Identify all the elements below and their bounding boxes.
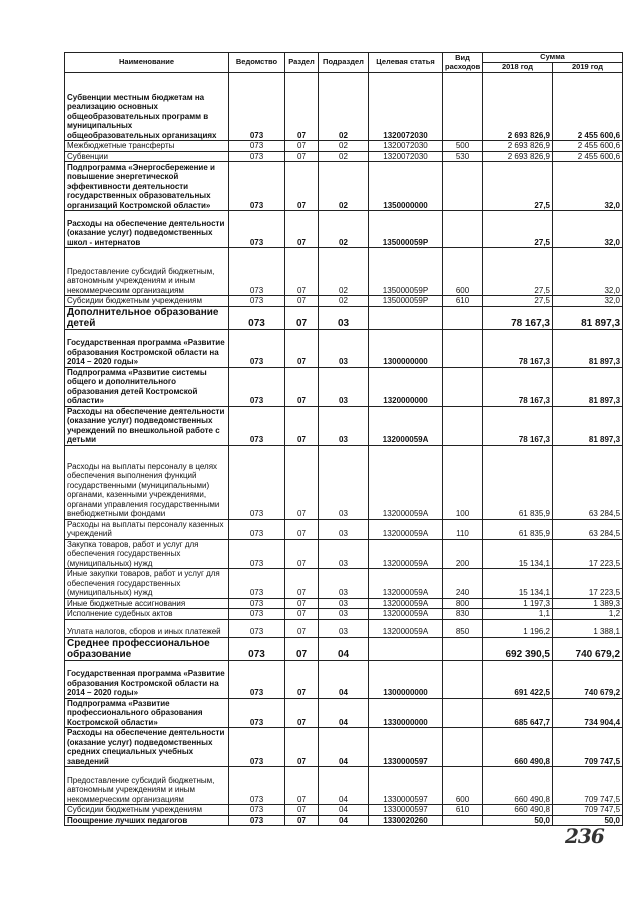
row-name: Межбюджетные трансферты	[65, 141, 229, 152]
row-razdel: 07	[285, 162, 319, 211]
row-podrazdel: 02	[319, 162, 369, 211]
row-sum-2019: 81 897,3	[553, 367, 623, 406]
row-razdel: 07	[285, 151, 319, 162]
header-podrazdel: Подраздел	[319, 53, 369, 73]
table-row	[65, 698, 623, 728]
row-vedomstvo: 073	[229, 296, 285, 307]
table-row	[65, 162, 623, 211]
row-sum-2018: 660 490,8	[483, 767, 553, 805]
row-name: Государственная программа «Развитие образования Костромской области на 2014 – 2020 годы»	[65, 660, 229, 698]
row-podrazdel: 04	[319, 728, 369, 767]
table-row	[65, 598, 623, 609]
row-vid: 610	[443, 805, 483, 816]
row-podrazdel: 04	[319, 767, 369, 805]
row-podrazdel: 03	[319, 519, 369, 539]
row-vid	[443, 815, 483, 826]
row-vid	[443, 306, 483, 329]
row-name: Расходы на обеспечение деятельности (оказание услуг) подведомственных учреждений по внешкольной работе с детьми	[65, 406, 229, 445]
row-target-article: 1330000000	[369, 698, 443, 728]
row-vedomstvo: 073	[229, 329, 285, 367]
row-sum-2018: 660 490,8	[483, 805, 553, 816]
row-sum-2019: 17 223,5	[553, 569, 623, 599]
header-2018: 2018 год	[483, 63, 553, 73]
row-sum-2019: 32,0	[553, 162, 623, 211]
row-podrazdel: 02	[319, 141, 369, 152]
row-sum-2018: 2 693 826,9	[483, 141, 553, 152]
row-target-article: 132000059A	[369, 598, 443, 609]
row-sum-2019: 17 223,5	[553, 539, 623, 569]
row-sum-2018: 1 197,3	[483, 598, 553, 609]
row-name: Субвенции местным бюджетам на реализацию основных общеобразовательных программ в муниципальных общеобразовательных организациях	[65, 73, 229, 141]
row-sum-2019: 32,0	[553, 296, 623, 307]
page-number: 236	[565, 824, 604, 848]
row-vid: 200	[443, 539, 483, 569]
row-sum-2018: 2 693 826,9	[483, 151, 553, 162]
header-2019: 2019 год	[553, 63, 623, 73]
row-razdel: 07	[285, 306, 319, 329]
table-row	[65, 805, 623, 816]
row-target-article: 1350000000	[369, 162, 443, 211]
row-vid: 110	[443, 519, 483, 539]
row-target-article	[369, 306, 443, 329]
row-sum-2019: 2 455 600,6	[553, 73, 623, 141]
row-podrazdel: 04	[319, 805, 369, 816]
table-row	[65, 406, 623, 445]
row-sum-2018: 78 167,3	[483, 329, 553, 367]
table-row	[65, 609, 623, 620]
row-target-article: 132000059A	[369, 619, 443, 637]
row-razdel: 07	[285, 728, 319, 767]
row-name: Субсидии бюджетным учреждениям	[65, 296, 229, 307]
table-row	[65, 445, 623, 519]
table-row	[65, 660, 623, 698]
row-podrazdel: 03	[319, 306, 369, 329]
row-razdel: 07	[285, 569, 319, 599]
row-name: Расходы на обеспечение деятельности (оказание услуг) подведомственных школ - интернатов	[65, 211, 229, 248]
row-sum-2018: 1,1	[483, 609, 553, 620]
row-razdel: 07	[285, 141, 319, 152]
row-vid: 830	[443, 609, 483, 620]
row-vedomstvo: 073	[229, 73, 285, 141]
row-podrazdel: 02	[319, 151, 369, 162]
row-sum-2019: 740 679,2	[553, 660, 623, 698]
table-row	[65, 151, 623, 162]
row-name: Подпрограмма «Энергосбережение и повышение энергетической эффективности деятельности государственных образовательных организаций Костромской области»	[65, 162, 229, 211]
row-target-article: 135000059P	[369, 296, 443, 307]
row-vedomstvo: 073	[229, 162, 285, 211]
row-podrazdel: 03	[319, 609, 369, 620]
row-sum-2019: 32,0	[553, 248, 623, 296]
row-vedomstvo: 073	[229, 141, 285, 152]
row-name: Предоставление субсидий бюджетным, автономным учреждениям и иным некоммерческим организациям	[65, 248, 229, 296]
row-podrazdel: 03	[319, 569, 369, 599]
row-name: Предоставление субсидий бюджетным, автономным учреждениям и иным некоммерческим организациям	[65, 767, 229, 805]
row-podrazdel: 03	[319, 539, 369, 569]
row-sum-2019: 1 388,1	[553, 619, 623, 637]
row-target-article: 1320072030	[369, 73, 443, 141]
row-sum-2019: 709 747,5	[553, 805, 623, 816]
row-sum-2018: 78 167,3	[483, 367, 553, 406]
row-vid: 800	[443, 598, 483, 609]
row-name: Среднее профессиональное образование	[65, 637, 229, 660]
row-sum-2018: 691 422,5	[483, 660, 553, 698]
table-row	[65, 815, 623, 826]
row-razdel: 07	[285, 815, 319, 826]
row-vedomstvo: 073	[229, 569, 285, 599]
row-sum-2019: 63 284,5	[553, 445, 623, 519]
row-sum-2018: 27,5	[483, 211, 553, 248]
row-vid	[443, 728, 483, 767]
row-podrazdel: 04	[319, 815, 369, 826]
row-podrazdel: 02	[319, 211, 369, 248]
row-target-article: 1330000597	[369, 805, 443, 816]
row-podrazdel: 03	[319, 598, 369, 609]
row-target-article: 132000059A	[369, 519, 443, 539]
row-razdel: 07	[285, 296, 319, 307]
row-vid	[443, 162, 483, 211]
row-vid: 530	[443, 151, 483, 162]
row-vid	[443, 211, 483, 248]
row-target-article: 132000059A	[369, 406, 443, 445]
row-sum-2018: 660 490,8	[483, 728, 553, 767]
table-row	[65, 519, 623, 539]
row-vid	[443, 637, 483, 660]
row-target-article: 135000059P	[369, 211, 443, 248]
row-razdel: 07	[285, 805, 319, 816]
row-vedomstvo: 073	[229, 609, 285, 620]
row-razdel: 07	[285, 367, 319, 406]
row-sum-2018: 50,0	[483, 815, 553, 826]
row-vid: 610	[443, 296, 483, 307]
row-sum-2019: 81 897,3	[553, 306, 623, 329]
header-sum: Сумма	[483, 53, 623, 63]
budget-table	[64, 52, 623, 826]
row-vid: 600	[443, 248, 483, 296]
row-name: Исполнение судебных актов	[65, 609, 229, 620]
row-sum-2019: 740 679,2	[553, 637, 623, 660]
row-target-article: 1330020260	[369, 815, 443, 826]
row-vedomstvo: 073	[229, 248, 285, 296]
row-vedomstvo: 073	[229, 539, 285, 569]
row-vedomstvo: 073	[229, 367, 285, 406]
row-razdel: 07	[285, 660, 319, 698]
row-razdel: 07	[285, 329, 319, 367]
row-sum-2018: 1 196,2	[483, 619, 553, 637]
row-name: Расходы на выплаты персоналу в целях обеспечения выполнения функций государственными (муниципальными) органами, казенными учреждениями, органами управления государственными внебюджетными фондами	[65, 445, 229, 519]
row-sum-2019: 2 455 600,6	[553, 151, 623, 162]
row-podrazdel: 03	[319, 619, 369, 637]
row-name: Подпрограмма «Развитие профессионального образования Костромской области»	[65, 698, 229, 728]
row-razdel: 07	[285, 406, 319, 445]
row-sum-2019: 63 284,5	[553, 519, 623, 539]
row-sum-2019: 2 455 600,6	[553, 141, 623, 152]
header-vedomstvo: Ведомство	[229, 53, 285, 73]
table-row	[65, 728, 623, 767]
row-vid: 600	[443, 767, 483, 805]
row-name: Государственная программа «Развитие образования Костромской области на 2014 – 2020 годы»	[65, 329, 229, 367]
row-vedomstvo: 073	[229, 406, 285, 445]
row-sum-2018: 692 390,5	[483, 637, 553, 660]
row-podrazdel: 03	[319, 406, 369, 445]
row-target-article: 1320072030	[369, 151, 443, 162]
table-row	[65, 73, 623, 141]
row-sum-2018: 27,5	[483, 296, 553, 307]
row-razdel: 07	[285, 248, 319, 296]
row-razdel: 07	[285, 609, 319, 620]
row-target-article: 1330000597	[369, 728, 443, 767]
table-row	[65, 248, 623, 296]
row-sum-2019: 81 897,3	[553, 329, 623, 367]
row-name: Закупка товаров, работ и услуг для обеспечения государственных (муниципальных) нужд	[65, 539, 229, 569]
table-row	[65, 141, 623, 152]
header-name: Наименование	[65, 53, 229, 73]
row-podrazdel: 04	[319, 637, 369, 660]
row-razdel: 07	[285, 698, 319, 728]
row-target-article	[369, 637, 443, 660]
row-target-article: 132000059A	[369, 539, 443, 569]
row-name: Поощрение лучших педагогов	[65, 815, 229, 826]
row-vedomstvo: 073	[229, 211, 285, 248]
table-row	[65, 306, 623, 329]
row-podrazdel: 02	[319, 73, 369, 141]
row-name: Иные закупки товаров, работ и услуг для обеспечения государственных (муниципальных) нужд	[65, 569, 229, 599]
row-target-article: 132000059A	[369, 609, 443, 620]
row-vid	[443, 660, 483, 698]
row-razdel: 07	[285, 539, 319, 569]
row-sum-2019: 709 747,5	[553, 767, 623, 805]
row-sum-2018: 61 835,9	[483, 445, 553, 519]
row-name: Субвенции	[65, 151, 229, 162]
row-vid: 850	[443, 619, 483, 637]
row-vid: 100	[443, 445, 483, 519]
row-vid	[443, 329, 483, 367]
row-sum-2019: 1,2	[553, 609, 623, 620]
row-razdel: 07	[285, 211, 319, 248]
row-razdel: 07	[285, 619, 319, 637]
row-razdel: 07	[285, 637, 319, 660]
row-name: Иные бюджетные ассигнования	[65, 598, 229, 609]
table-header	[65, 53, 623, 73]
row-vedomstvo: 073	[229, 660, 285, 698]
row-vedomstvo: 073	[229, 805, 285, 816]
row-sum-2019: 81 897,3	[553, 406, 623, 445]
row-podrazdel: 04	[319, 698, 369, 728]
row-vedomstvo: 073	[229, 151, 285, 162]
row-sum-2018: 27,5	[483, 248, 553, 296]
row-sum-2019: 709 747,5	[553, 728, 623, 767]
row-vid	[443, 73, 483, 141]
row-target-article: 1330000597	[369, 767, 443, 805]
row-vedomstvo: 073	[229, 767, 285, 805]
row-sum-2018: 15 134,1	[483, 569, 553, 599]
row-razdel: 07	[285, 767, 319, 805]
row-name: Расходы на выплаты персоналу казенных учреждений	[65, 519, 229, 539]
table-row	[65, 619, 623, 637]
row-target-article: 1300000000	[369, 660, 443, 698]
row-podrazdel: 03	[319, 445, 369, 519]
row-name: Дополнительное образование детей	[65, 306, 229, 329]
row-name: Расходы на обеспечение деятельности (оказание услуг) подведомственных средних специальных учебных заведений	[65, 728, 229, 767]
row-target-article: 132000059A	[369, 569, 443, 599]
header-vid: Вид расходов	[443, 53, 483, 73]
header-target: Целевая статья	[369, 53, 443, 73]
row-vedomstvo: 073	[229, 815, 285, 826]
row-target-article: 1300000000	[369, 329, 443, 367]
row-razdel: 07	[285, 519, 319, 539]
table-row	[65, 211, 623, 248]
row-sum-2019: 1 389,3	[553, 598, 623, 609]
row-sum-2018: 2 693 826,9	[483, 73, 553, 141]
row-vedomstvo: 073	[229, 445, 285, 519]
row-name: Субсидии бюджетным учреждениям	[65, 805, 229, 816]
row-vedomstvo: 073	[229, 598, 285, 609]
row-sum-2018: 27,5	[483, 162, 553, 211]
row-sum-2018: 15 134,1	[483, 539, 553, 569]
row-target-article: 135000059P	[369, 248, 443, 296]
table-row	[65, 767, 623, 805]
row-vid: 500	[443, 141, 483, 152]
table-row	[65, 637, 623, 660]
table-row	[65, 296, 623, 307]
table-row	[65, 569, 623, 599]
row-vid	[443, 406, 483, 445]
row-target-article: 132000059A	[369, 445, 443, 519]
row-podrazdel: 03	[319, 367, 369, 406]
row-sum-2019: 32,0	[553, 211, 623, 248]
row-sum-2018: 78 167,3	[483, 406, 553, 445]
row-name: Уплата налогов, сборов и иных платежей	[65, 619, 229, 637]
table-row	[65, 329, 623, 367]
row-vedomstvo: 073	[229, 306, 285, 329]
header-razdel: Раздел	[285, 53, 319, 73]
row-sum-2018: 685 647,7	[483, 698, 553, 728]
table-body	[65, 73, 623, 826]
row-vid: 240	[443, 569, 483, 599]
row-podrazdel: 03	[319, 329, 369, 367]
row-vedomstvo: 073	[229, 519, 285, 539]
row-vid	[443, 698, 483, 728]
row-podrazdel: 02	[319, 248, 369, 296]
row-podrazdel: 02	[319, 296, 369, 307]
row-sum-2018: 78 167,3	[483, 306, 553, 329]
table-row	[65, 367, 623, 406]
row-podrazdel: 04	[319, 660, 369, 698]
row-vedomstvo: 073	[229, 637, 285, 660]
row-razdel: 07	[285, 445, 319, 519]
row-sum-2018: 61 835,9	[483, 519, 553, 539]
row-razdel: 07	[285, 73, 319, 141]
row-sum-2019: 50,0	[553, 815, 623, 826]
row-vedomstvo: 073	[229, 698, 285, 728]
row-target-article: 1320000000	[369, 367, 443, 406]
table-row	[65, 539, 623, 569]
row-vedomstvo: 073	[229, 619, 285, 637]
row-vid	[443, 367, 483, 406]
row-razdel: 07	[285, 598, 319, 609]
row-target-article: 1320072030	[369, 141, 443, 152]
row-name: Подпрограмма «Развитие системы общего и дополнительного образования детей Костромской области»	[65, 367, 229, 406]
row-vedomstvo: 073	[229, 728, 285, 767]
row-sum-2019: 734 904,4	[553, 698, 623, 728]
